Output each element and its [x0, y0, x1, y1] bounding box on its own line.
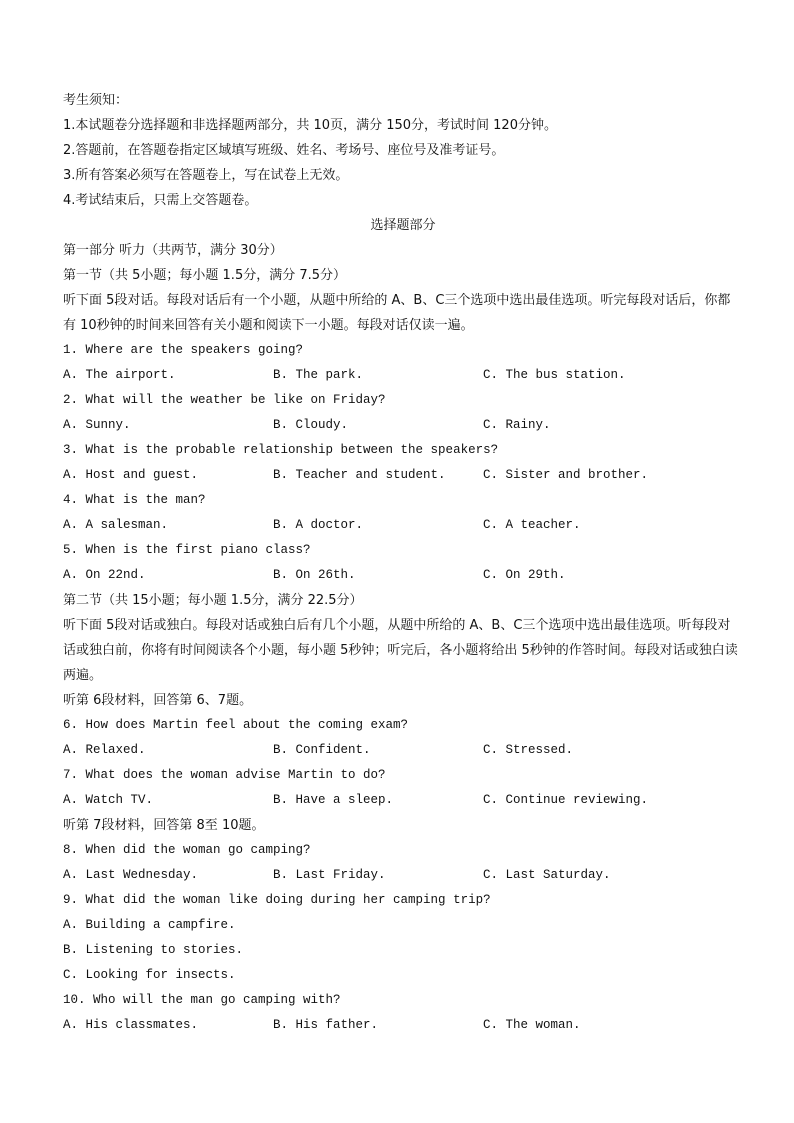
- material-7-note: 听第 7段材料，回答第 8至 10题。: [63, 818, 265, 833]
- section-1-heading: 第一节（共 5小题；每小题 1.5分，满分 7.5分）: [63, 268, 347, 283]
- question-stem: 1. Where are the speakers going?: [63, 343, 304, 357]
- option-b: B. Last Friday.: [273, 868, 386, 882]
- notice-item: 4.考试结束后，只需上交答题卷。: [63, 193, 258, 208]
- question-stem: 5. When is the first piano class?: [63, 543, 311, 557]
- options-row: [63, 1013, 743, 1038]
- option-b: B. Have a sleep.: [273, 793, 394, 807]
- option-a: A. On 22nd.: [63, 568, 146, 582]
- options-row: [63, 563, 743, 588]
- option-a: A. His classmates.: [63, 1018, 199, 1032]
- section-1-instructions: 听下面 5段对话。每段对话后有一个小题，从题中所给的 A、B、C三个选项中选出最佳选项。听完每段对话后，你都有 10秒钟的时间来回答有关小题和阅读下一小题。每段对话仅读一遍。: [63, 293, 731, 333]
- option-b: B. Listening to stories.: [63, 943, 244, 957]
- option-c: C. On 29th.: [483, 568, 566, 582]
- option-c: C. Rainy.: [483, 418, 551, 432]
- section-2-instructions: 听下面 5段对话或独白。每段对话或独白后有几个小题，从题中所给的 A、B、C三个选项中选出最佳选项。听每段对话或独白前，你将有时间阅读各个小题，每小题 5秒钟；听完后，各小题将给出 5秒钟的作答时间。每段对话或独白读两遍。: [63, 618, 738, 683]
- options-row: [63, 413, 743, 438]
- question-4: [63, 488, 743, 538]
- option-c: C. Stressed.: [483, 743, 574, 757]
- option-a: A. Last Wednesday.: [63, 868, 199, 882]
- option-a: A. Host and guest.: [63, 468, 199, 482]
- options-row: [63, 513, 743, 538]
- notice-item: 2.答题前，在答题卷指定区域填写班级、姓名、考场号、座位号及准考证号。: [63, 143, 505, 158]
- options-row: [63, 788, 743, 813]
- notice-item: 3.所有答案必须写在答题卷上，写在试卷上无效。: [63, 168, 349, 183]
- option-c: C. Looking for insects.: [63, 968, 236, 982]
- question-8: [63, 838, 743, 888]
- question-stem: 4. What is the man?: [63, 493, 206, 507]
- notice-item: 1.本试题卷分选择题和非选择题两部分，共 10页，满分 150分，考试时间 120分钟。: [63, 118, 557, 133]
- section-2-heading: 第二节（共 15小题；每小题 1.5分，满分 22.5分）: [63, 593, 363, 608]
- options-row: [63, 863, 743, 888]
- option-b: B. The park.: [273, 368, 364, 382]
- question-10: [63, 988, 743, 1038]
- option-b: B. A doctor.: [273, 518, 364, 532]
- question-9: [63, 888, 743, 988]
- options-row: [63, 738, 743, 763]
- option-a: A. Sunny.: [63, 418, 131, 432]
- question-6: [63, 713, 743, 763]
- part-heading: 第一部分 听力（共两节，满分 30分）: [63, 243, 283, 258]
- question-5: [63, 538, 743, 588]
- question-3: [63, 438, 743, 488]
- option-c: C. Last Saturday.: [483, 868, 611, 882]
- option-c: C. A teacher.: [483, 518, 581, 532]
- question-stem: 8. When did the woman go camping?: [63, 843, 311, 857]
- option-b: B. Teacher and student.: [273, 468, 446, 482]
- option-a: A. The airport.: [63, 368, 176, 382]
- section-title: 选择题部分: [370, 218, 436, 233]
- question-stem: 3. What is the probable relationship between the speakers?: [63, 443, 499, 457]
- option-a: A. Watch TV.: [63, 793, 154, 807]
- option-c: C. Sister and brother.: [483, 468, 649, 482]
- option-c: C. The woman.: [483, 1018, 581, 1032]
- option-a: A. A salesman.: [63, 518, 169, 532]
- option-b: B. Cloudy.: [273, 418, 349, 432]
- question-stem: 2. What will the weather be like on Friday?: [63, 393, 386, 407]
- options-row: [63, 463, 743, 488]
- option-b: B. His father.: [273, 1018, 379, 1032]
- question-2: [63, 388, 743, 438]
- option-c: C. Continue reviewing.: [483, 793, 649, 807]
- question-stem: 10. Who will the man go camping with?: [63, 993, 341, 1007]
- option-b: B. On 26th.: [273, 568, 356, 582]
- option-a: A. Relaxed.: [63, 743, 146, 757]
- option-a: A. Building a campfire.: [63, 918, 236, 932]
- exam-page: [63, 88, 743, 1038]
- question-stem: 9. What did the woman like doing during her camping trip?: [63, 893, 491, 907]
- notice-title: 考生须知：: [63, 93, 129, 108]
- question-stem: 6. How does Martin feel about the coming exam?: [63, 718, 409, 732]
- question-1: [63, 338, 743, 388]
- question-7: [63, 763, 743, 813]
- options-row: [63, 363, 743, 388]
- option-c: C. The bus station.: [483, 368, 626, 382]
- question-stem: 7. What does the woman advise Martin to do?: [63, 768, 386, 782]
- option-b: B. Confident.: [273, 743, 371, 757]
- material-6-note: 听第 6段材料，回答第 6、7题。: [63, 693, 253, 708]
